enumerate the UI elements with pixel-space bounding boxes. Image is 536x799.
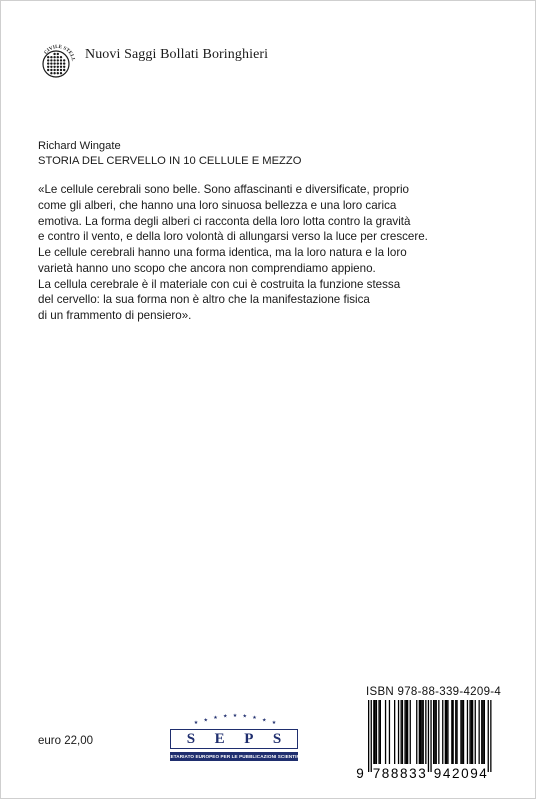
svg-text:3: 3 — [418, 766, 426, 781]
seps-logo — [157, 713, 311, 768]
seps-letter: E — [214, 730, 225, 747]
svg-text:★: ★ — [213, 715, 218, 722]
back-cover-blurb — [38, 182, 508, 324]
blurb-line: del cervello: la sua forma non è altro che la manifestazione fisica — [38, 293, 370, 307]
svg-text:2: 2 — [451, 766, 460, 781]
svg-text:8: 8 — [390, 766, 399, 781]
seps-letter: S — [186, 730, 196, 747]
isbn-label: ISBN 978-88-339-4209-4 — [366, 686, 502, 698]
eu-stars-icon — [166, 714, 304, 728]
svg-text:★: ★ — [232, 713, 238, 719]
blurb-line: varietà hanno uno scopo che ancora non comprendiamo appieno. — [38, 261, 376, 275]
blurb-line: come gli alberi, che hanno una loro sinuosa bellezza e una loro carica — [38, 198, 397, 212]
blurb-line: La cellula cerebrale è il materiale con cui è costruita la funzione stessa — [38, 277, 401, 291]
svg-text:8: 8 — [399, 766, 408, 781]
svg-text:9: 9 — [470, 766, 478, 781]
blurb-line: di un frammento di pensiero». — [38, 309, 192, 322]
seps-letter-box — [170, 729, 298, 749]
svg-text:★: ★ — [252, 715, 257, 722]
price: euro 22,00 — [38, 735, 93, 747]
blurb-line: Le cellule cerebrali hanno una forma identica, ma la loro natura e la loro — [38, 246, 407, 259]
svg-text:0: 0 — [461, 766, 469, 781]
series-name: Nuovi Saggi Bollati Boringhieri — [85, 47, 269, 62]
book-title: STORIA DEL CERVELLO IN 10 CELLULE E MEZZO — [38, 155, 302, 167]
blurb-line: «Le cellule cerebrali sono belle. Sono affascinanti e diversificate, proprio — [38, 183, 410, 196]
barcode-icon — [354, 700, 502, 780]
svg-text:4: 4 — [479, 766, 487, 781]
svg-text:★: ★ — [203, 717, 208, 724]
svg-text:★: ★ — [271, 720, 277, 726]
svg-text:★: ★ — [193, 720, 199, 726]
svg-text:★: ★ — [262, 717, 267, 724]
svg-text:7: 7 — [372, 766, 381, 781]
publisher-seal-logo — [38, 42, 78, 82]
blurb-line: emotiva. La forma degli alberi ci racconta della loro lotta contro la gravità — [38, 214, 411, 228]
svg-text:3: 3 — [409, 766, 417, 781]
blurb-line: e contro il vento, e della loro volontà di allungarsi verso la luce per crescere. — [38, 230, 428, 244]
svg-text:★: ★ — [242, 713, 247, 720]
svg-text:★: ★ — [223, 713, 228, 720]
seps-caption: SEGRETARIATO EUROPEO PER LE PUBBLICAZIONI SCIENTIFICHE — [157, 754, 311, 759]
author-name: Richard Wingate — [38, 140, 121, 152]
seps-letter: P — [244, 730, 254, 747]
svg-text:4: 4 — [442, 766, 451, 781]
svg-text:9: 9 — [433, 766, 442, 781]
seps-letter: S — [272, 730, 282, 747]
svg-text:8: 8 — [381, 766, 390, 781]
svg-text:9: 9 — [356, 766, 364, 781]
svg-text:CIVILE STELLE: CIVILE STELL — [43, 44, 76, 62]
